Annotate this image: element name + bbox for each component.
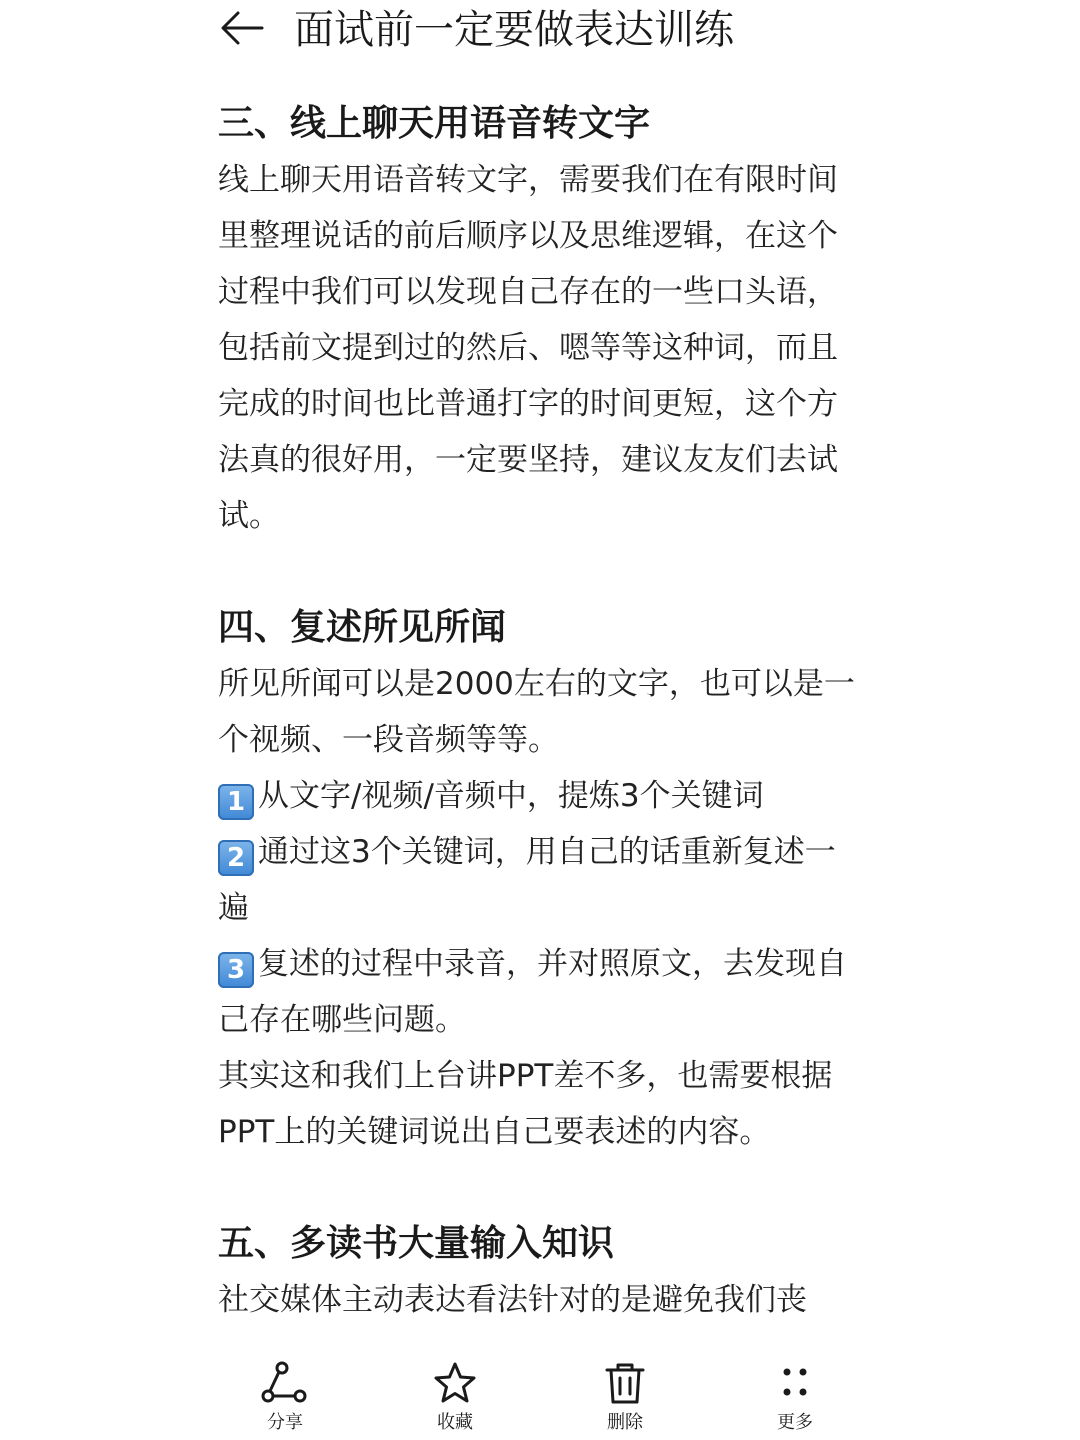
delete-label: 删除 [607, 1412, 643, 1433]
section-title: 五、多读书大量输入知识 [218, 1223, 615, 1264]
share-button[interactable] [225, 1360, 345, 1440]
favorite-label: 收藏 [437, 1412, 473, 1433]
section-paragraph: 社交媒体主动表达看法针对的是避免我们丧 [218, 1282, 807, 1318]
step-text: 通过这3个关键词，用自己的话重新复述一遍 [218, 834, 836, 926]
step-text: 从文字/视频/音频中，提炼3个关键词 [258, 778, 764, 814]
step-text: 复述的过程中录音，并对照原文，去发现自己存在哪些问题。 [218, 946, 847, 1038]
more-label: 更多 [777, 1412, 813, 1433]
section-outro: 其实这和我们上台讲PPT差不多，也需要根据PPT上的关键词说出自己要表述的内容。 [218, 1058, 833, 1150]
favorite-button[interactable] [395, 1360, 515, 1440]
section-intro: 所见所闻可以是2000左右的文字，也可以是一个视频、一段音频等等。 [218, 666, 855, 758]
more-button[interactable] [735, 1360, 855, 1440]
step-item [218, 936, 858, 1048]
more-dots-icon [769, 1360, 821, 1408]
number-two-icon: 2 [218, 840, 254, 876]
delete-button[interactable] [565, 1360, 685, 1440]
section-title: 四、复述所见所闻 [218, 607, 507, 648]
section-title: 三、线上聊天用语音转文字 [218, 103, 651, 144]
trash-icon [599, 1360, 651, 1408]
page-title: 面试前一定要做表达训练 [294, 7, 734, 53]
number-one-icon: 1 [218, 784, 254, 820]
share-icon [259, 1360, 311, 1408]
spacer [218, 544, 858, 600]
share-label: 分享 [267, 1412, 303, 1433]
spacer [218, 1160, 858, 1216]
bottom-toolbar [0, 1350, 1080, 1440]
step-item [218, 824, 858, 936]
top-bar [0, 0, 1080, 62]
section-paragraph: 线上聊天用语音转文字，需要我们在有限时间里整理说话的前后顺序以及思维逻辑，在这个过程中我们可以发现自己存在的一些口头语，包括前文提到过的然后、嗯等等这种词，而且完成的时间也比普通打字的时间更短，这个方法真的很好用，一定要坚持，建议友友们去试试。 [218, 162, 838, 534]
star-icon [429, 1360, 481, 1408]
number-three-icon: 3 [218, 952, 254, 988]
article-body [218, 96, 858, 1328]
step-item [218, 768, 858, 824]
arrow-left-icon[interactable] [218, 8, 266, 48]
